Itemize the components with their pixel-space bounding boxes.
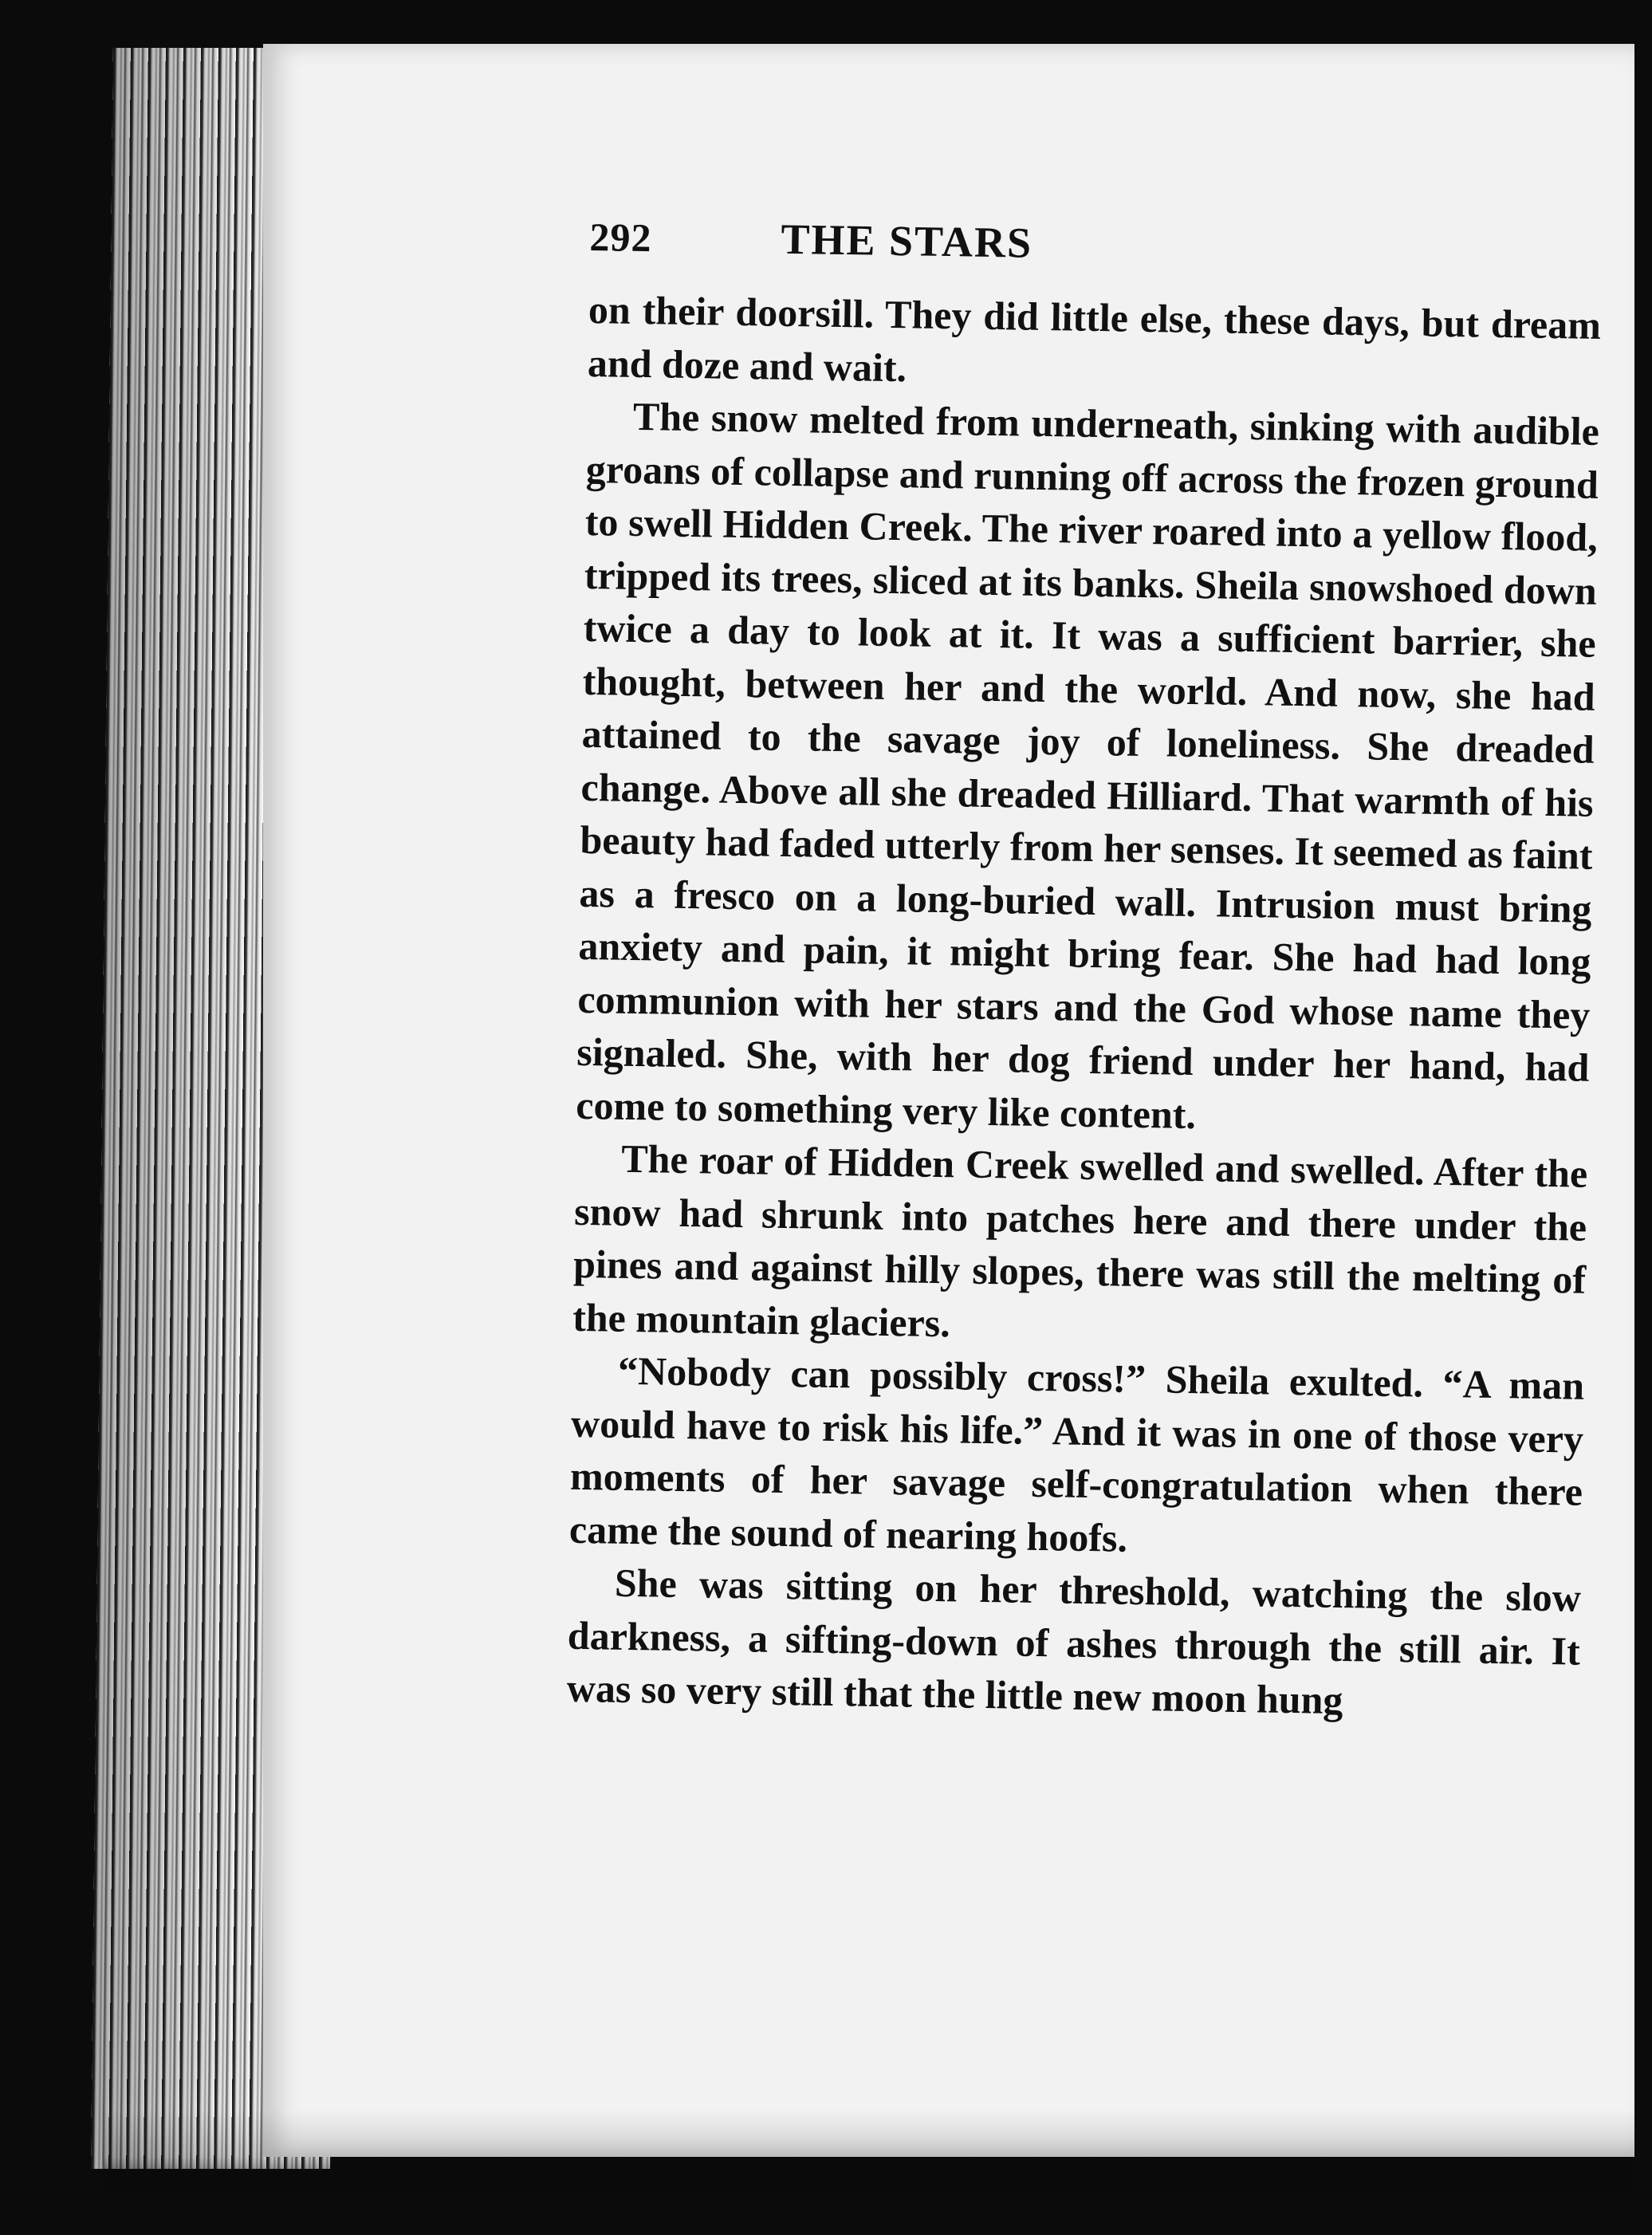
paragraph: She was sitting on her threshold, watching the slow darkness, a sifting-down of ashes through the still air. It was so very still that the little new moon hung <box>566 1560 1582 1723</box>
page-number: 292 <box>589 214 652 261</box>
body-text <box>566 283 1601 1730</box>
text-block <box>566 211 1602 1730</box>
paragraph: The roar of Hidden Creek swelled and swelled. After the snow had shrunk into patches here and there under the pines and against hilly slopes, there was still the melting of the mountain glaciers. <box>572 1135 1588 1345</box>
running-title: THE STARS <box>781 214 1033 267</box>
paragraph: “Nobody can possibly cross!” Sheila exulted. “A man would have to risk his life.” And it was in one of those very moments of her savage self-congratulation when there came the sound of nearing hoofs. <box>568 1348 1585 1560</box>
paragraph: The snow melted from underneath, sinking with audible groans of collapse and running off across the frozen ground to swell Hidden Creek. The river roared into a yellow flood, tripped its trees, sliced at its banks. Sheila snowshoed down twice a day to look at it. It was a sufficient barrier, she thought, between her and the world. And now, she had attained to the savage joy of loneliness. She dreaded change. Above all she dreaded Hilliard. That warmth of his beauty had faded utterly from her senses. It seemed as faint as a fresco on a long-buried wall. Intrusion must bring anxiety and pain, it might bring fear. She had had long communion with her stars and the God whose name they signaled. She, with her dog friend under her hand, had come to something very like content. <box>575 393 1600 1137</box>
paragraph: on their doorsill. They did little else, these days, but dream and doze and wait. <box>587 286 1602 390</box>
